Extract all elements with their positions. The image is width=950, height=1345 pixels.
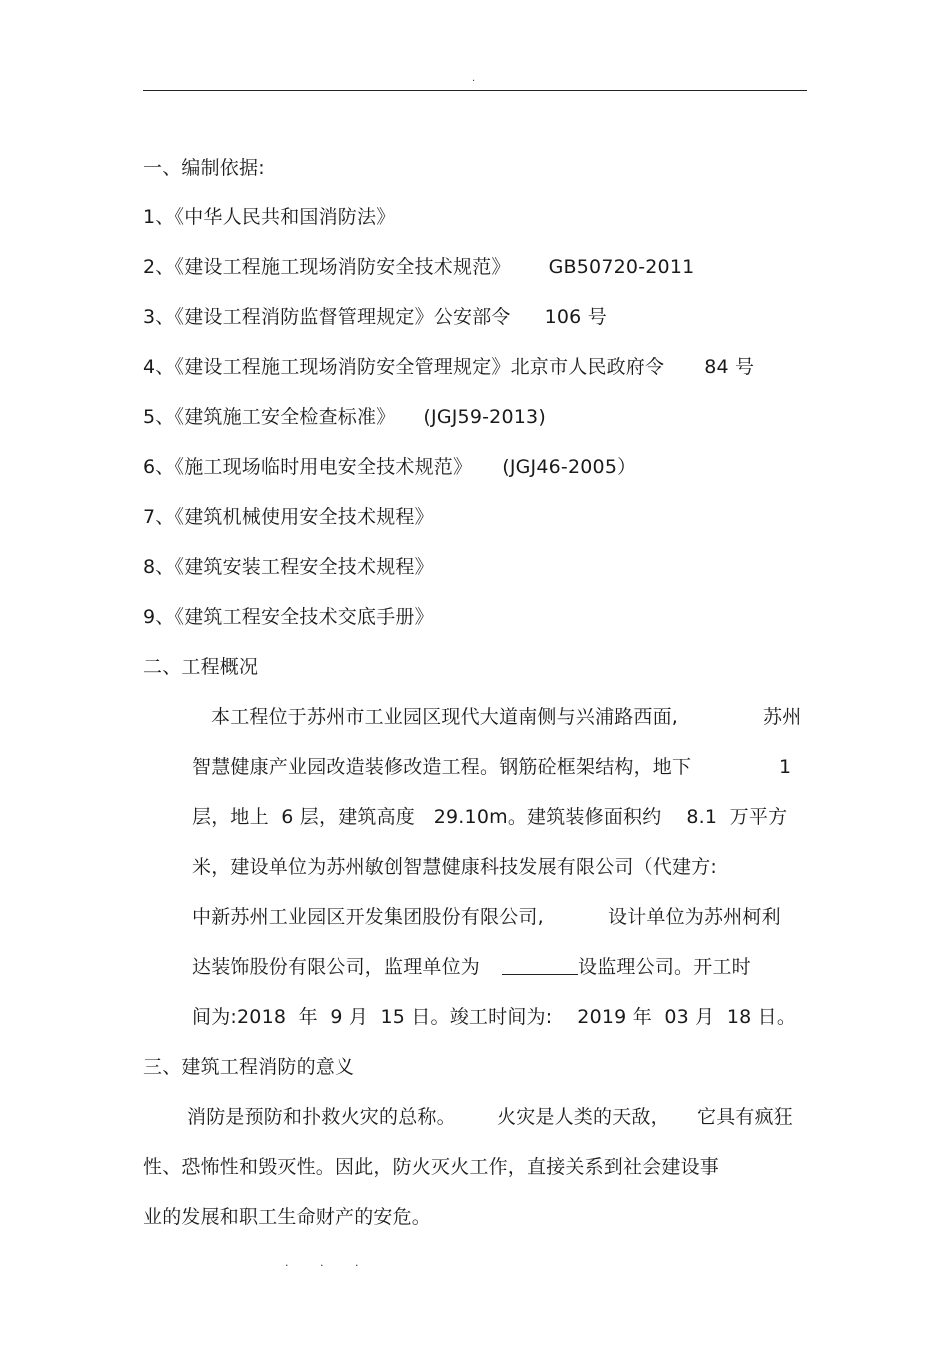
reference-code: (JGJ46-2005） [502, 456, 637, 478]
overview-text: 间为:2018 年 9 月 15 日。竣工时间为: 2019 年 03 月 18 日。 [192, 1006, 797, 1028]
section-title-basis: 一、编制依据: [143, 157, 265, 179]
footer-marks: . . . [285, 1256, 373, 1269]
reference-item [143, 205, 395, 229]
overview-text: 米，建设单位为苏州敏创智慧健康科技发展有限公司（代建方: [192, 856, 718, 878]
header-mark: . [472, 73, 476, 84]
reference-item [143, 355, 754, 379]
reference-item [143, 455, 636, 479]
reference-title: 《建筑工程安全技术交底手册》 [174, 606, 434, 628]
overview-text: 设计单位为苏州柯利 [608, 906, 781, 928]
reference-number: 6、 [143, 456, 175, 478]
reference-title: 《建筑安装工程安全技术规程》 [174, 556, 434, 578]
overview-text-segment: 设监理公司。开工时 [578, 956, 751, 978]
overview-text: 中新苏州工业园区开发集团股份有限公司, [192, 906, 544, 928]
significance-text: 火灾是人类的天敌， [497, 1106, 670, 1128]
header-rule [143, 90, 807, 91]
overview-text: 层，地上 6 层，建筑高度 29.10m。建筑装修面积约 8.1 万平方 [192, 806, 788, 828]
reference-code: GB50720-2011 [548, 256, 695, 278]
reference-title: 《中华人民共和国消防法》 [174, 206, 396, 228]
overview-text: 1 [779, 756, 792, 778]
overview-text-segment: 达装饰股份有限公司，监理单位为 [192, 956, 481, 978]
overview-text: 苏州 [763, 706, 802, 728]
reference-code: 84 号 [704, 356, 755, 378]
reference-code: (JGJ59-2013) [423, 406, 546, 428]
reference-item [143, 405, 546, 429]
reference-item [143, 555, 434, 579]
reference-item [143, 255, 694, 279]
reference-title: 《建设工程消防监督管理规定》公安部令 [174, 306, 511, 328]
overview-text: 智慧健康产业园改造装修改造工程。钢筋砼框架结构，地下 [192, 756, 692, 778]
reference-title: 《建筑机械使用安全技术规程》 [174, 506, 434, 528]
reference-title: 《建筑施工安全检查标准》 [174, 406, 396, 428]
section-title-overview: 二、工程概况 [143, 656, 259, 678]
overview-text: 本工程位于苏州市工业园区现代大道南侧与兴浦路西面, [211, 706, 679, 728]
section-title-significance: 三、建筑工程消防的意义 [143, 1056, 355, 1078]
reference-item [143, 605, 434, 629]
significance-text: 消防是预防和扑救火灾的总称。 [187, 1106, 456, 1128]
significance-text: 它具有疯狂 [697, 1106, 794, 1128]
overview-text [192, 955, 751, 979]
supervisor-blank-line [502, 956, 578, 975]
reference-number: 2、 [143, 256, 175, 278]
reference-number: 8、 [143, 556, 175, 578]
reference-number: 9、 [143, 606, 175, 628]
reference-code: 106 号 [544, 306, 607, 328]
reference-title: 《建设工程施工现场消防安全管理规定》北京市人民政府令 [174, 356, 665, 378]
reference-number: 3、 [143, 306, 175, 328]
reference-number: 1、 [143, 206, 175, 228]
reference-title: 《施工现场临时用电安全技术规范》 [174, 456, 473, 478]
reference-item [143, 505, 434, 529]
significance-text: 性、恐怖性和毁灭性。因此，防火灭火工作，直接关系到社会建设事 [143, 1156, 720, 1178]
reference-number: 5、 [143, 406, 175, 428]
reference-title: 《建设工程施工现场消防安全技术规范》 [174, 256, 511, 278]
reference-number: 4、 [143, 356, 175, 378]
reference-item [143, 305, 607, 329]
reference-number: 7、 [143, 506, 175, 528]
significance-text: 业的发展和职工生命财产的安危。 [143, 1206, 432, 1228]
